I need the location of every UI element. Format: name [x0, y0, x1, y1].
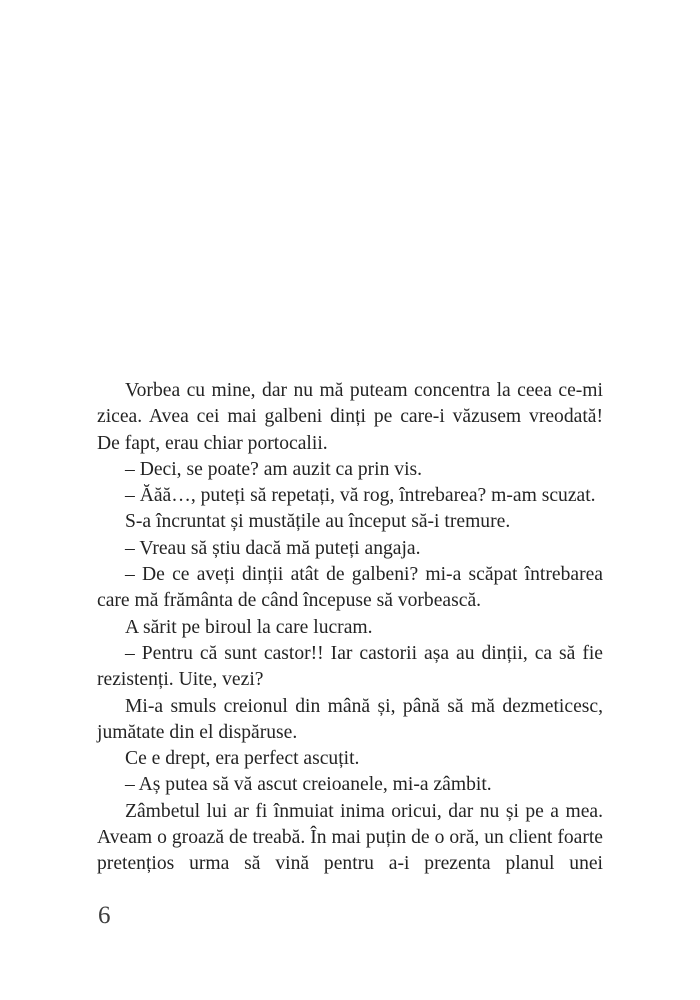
- page-number: 6: [98, 902, 111, 929]
- paragraph: A sărit pe biroul la care lucram.: [125, 616, 373, 638]
- paragraph: – Vreau să știu dacă mă puteți angaja.: [125, 537, 421, 559]
- paragraph: Mi-a smuls creionul din mână și, până să mă dezmeticesc, jumătate din el dispăruse.: [97, 695, 603, 743]
- paragraph: Zâmbetul lui ar fi înmuiat inima oricui, dar nu și pe a mea. Aveam o groază de treabă. În mai puțin de o oră, un client foarte pretențios urma să vină pentru a-i prezenta planul unei: [97, 800, 603, 875]
- text-block: [97, 378, 603, 878]
- paragraph: – Aș putea să vă ascut creioanele, mi-a zâmbit.: [125, 774, 492, 796]
- paragraph: – Ăăă…, puteți să repetați, vă rog, întrebarea? m-am scuzat.: [125, 485, 596, 507]
- paragraph: Ce e drept, era perfect ascuțit.: [125, 748, 360, 770]
- paragraph: – Deci, se poate? am auzit ca prin vis.: [125, 458, 423, 480]
- paragraph: – De ce aveți dinții atât de galbeni? mi-a scăpat întrebarea care mă frământa de când începuse să vorbească.: [97, 564, 603, 612]
- paragraph: – Pentru că sunt castor!! Iar castorii așa au dinții, ca să fie rezistenți. Uite, vezi?: [97, 642, 603, 691]
- paragraph: S-a încruntat și mustățile au început să-i tremure.: [125, 511, 511, 533]
- paragraph: Vorbea cu mine, dar nu mă puteam concentra la ceea ce-mi zicea. Avea cei mai galbeni dinți pe care-i văzusem vreodată! De fapt, erau chiar portocalii.: [97, 380, 603, 454]
